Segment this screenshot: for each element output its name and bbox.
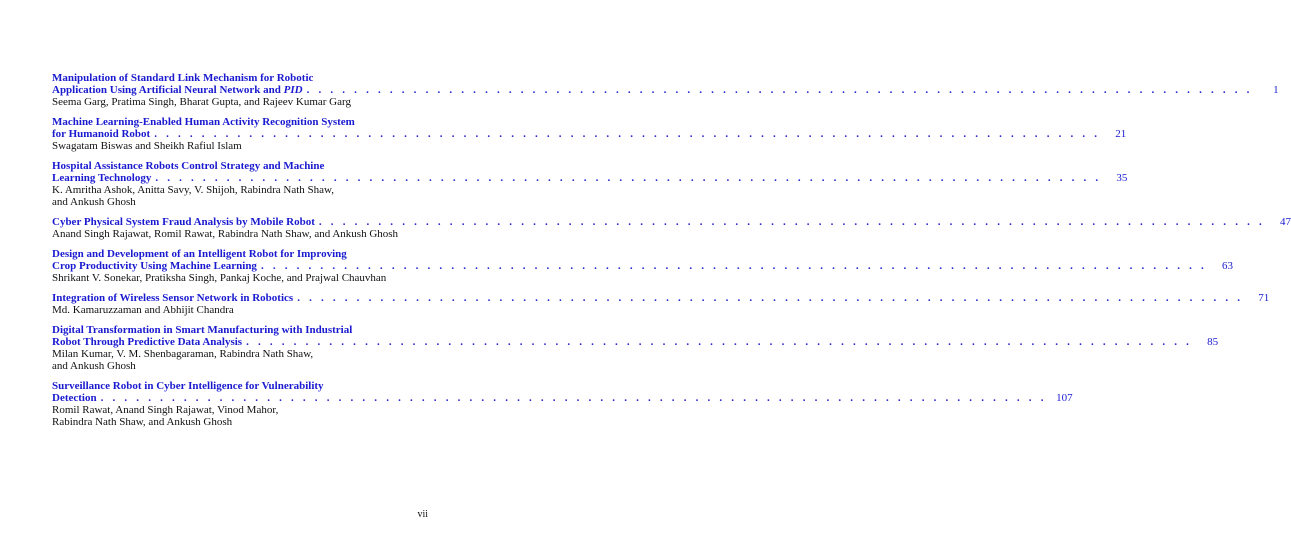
chapter-authors: Seema Garg, Pratima Singh, Bharat Gupta, and Rajeev Kumar Garg [52, 96, 351, 108]
chapter-title-plain[interactable]: Detection [52, 392, 97, 404]
leader-dots: . . . . . . . . . . . . . . . . . . . . . . . . . . . . . . . . . . . . . . . . . . . . . . . . . . . . . . . . . . . . . . . . . . . . . . . . . . . . . . . . [318, 216, 1265, 228]
chapter-title-plain[interactable]: Integration of Wireless Sensor Network in Robotics [52, 292, 294, 304]
toc-entry[interactable] [52, 160, 1128, 208]
chapter-authors: Romil Rawat, Anand Singh Rajawat, Vinod Mahor, [52, 404, 279, 416]
leader-dots: . . . . . . . . . . . . . . . . . . . . . . . . . . . . . . . . . . . . . . . . . . . . . . . . . . . . . . . . . . . . . . . . . . . . . . . . . . . . . . . . [155, 172, 1102, 184]
chapter-page-number[interactable]: 107 [1056, 392, 1073, 404]
leader-dots: . . . . . . . . . . . . . . . . . . . . . . . . . . . . . . . . . . . . . . . . . . . . . . . . . . . . . . . . . . . . . . . . . . . . . . . . . . . . . . . . [260, 260, 1207, 272]
leader-dots: . . . . . . . . . . . . . . . . . . . . . . . . . . . . . . . . . . . . . . . . . . . . . . . . . . . . . . . . . . . . . . . . . . . . . . . . . . . . . . . . [154, 128, 1101, 140]
chapter-page-number[interactable]: 71 [1258, 292, 1270, 304]
chapter-authors: Swagatam Biswas and Sheikh Rafiul Islam [52, 140, 242, 152]
chapter-title-line[interactable]: Design and Development of an Intelligent Robot for Improving [52, 248, 347, 260]
toc-entry[interactable] [52, 380, 1073, 428]
table-of-contents [52, 72, 1291, 436]
chapter-authors: and Ankush Ghosh [52, 360, 136, 372]
chapter-page-number[interactable]: 63 [1222, 260, 1233, 272]
chapter-authors: Milan Kumar, V. M. Shenbagaraman, Rabindra Nath Shaw, [52, 348, 314, 360]
chapter-title-last-line[interactable] [52, 260, 1233, 272]
chapter-page-number[interactable]: 1 [1273, 84, 1279, 96]
chapter-page-number[interactable]: 21 [1115, 128, 1127, 140]
chapter-title-last-line[interactable] [52, 128, 1127, 140]
toc-entry[interactable] [52, 216, 1291, 240]
chapter-title-last-line[interactable] [52, 216, 1291, 228]
chapter-title-plain[interactable]: Robot Through Predictive Data Analysis [52, 336, 243, 348]
chapter-title-last-line[interactable] [52, 336, 1219, 348]
chapter-authors: Rabindra Nath Shaw, and Ankush Ghosh [52, 416, 233, 428]
chapter-authors: Md. Kamaruzzaman and Abhijit Chandra [52, 304, 234, 316]
chapter-title-plain[interactable]: Learning Technology [52, 172, 152, 184]
toc-entry[interactable] [52, 248, 1233, 284]
chapter-title-text[interactable] [52, 292, 293, 304]
toc-entry[interactable] [52, 292, 1270, 316]
chapter-title-text[interactable] [52, 260, 257, 272]
chapter-title-text[interactable] [52, 172, 151, 184]
toc-entry[interactable] [52, 324, 1219, 372]
toc-entry[interactable] [52, 116, 1127, 152]
chapter-title-last-line[interactable] [52, 84, 1279, 96]
chapter-title-last-line[interactable] [52, 392, 1073, 404]
chapter-title-line[interactable]: Surveillance Robot in Cyber Intelligence for Vulnerability [52, 380, 324, 392]
chapter-authors: and Ankush Ghosh [52, 196, 136, 208]
leader-dots: . . . . . . . . . . . . . . . . . . . . . . . . . . . . . . . . . . . . . . . . . . . . . . . . . . . . . . . . . . . . . . . . . . . . . . . . . . . . . . . . [306, 84, 1253, 96]
chapter-title-line[interactable]: Hospital Assistance Robots Control Strategy and Machine [52, 160, 325, 172]
chapter-title-plain[interactable]: for Humanoid Robot [52, 128, 151, 140]
chapter-title-line[interactable]: Machine Learning-Enabled Human Activity Recognition System [52, 116, 355, 128]
chapter-title-last-line[interactable] [52, 172, 1128, 184]
chapter-page-number[interactable]: 35 [1116, 172, 1128, 184]
leader-dots: . . . . . . . . . . . . . . . . . . . . . . . . . . . . . . . . . . . . . . . . . . . . . . . . . . . . . . . . . . . . . . . . . . . . . . . . . . . . . . . . [100, 392, 1047, 404]
chapter-page-number[interactable]: 85 [1207, 336, 1219, 348]
chapter-title-text[interactable] [52, 216, 315, 228]
chapter-title-last-line[interactable] [52, 292, 1270, 304]
leader-dots: . . . . . . . . . . . . . . . . . . . . . . . . . . . . . . . . . . . . . . . . . . . . . . . . . . . . . . . . . . . . . . . . . . . . . . . . . . . . . . . . [297, 292, 1244, 304]
chapter-title-text[interactable] [52, 128, 150, 140]
chapter-authors: Shrikant V. Sonekar, Pratiksha Singh, Pankaj Koche, and Prajwal Chauvhan [52, 272, 387, 284]
chapter-title-text[interactable] [52, 392, 97, 404]
chapter-authors: Anand Singh Rajawat, Romil Rawat, Rabindra Nath Shaw, and Ankush Ghosh [52, 228, 399, 240]
chapter-page-number[interactable]: 47 [1279, 216, 1291, 228]
chapter-title-plain[interactable]: Cyber Physical System Fraud Analysis by Mobile Robot [52, 216, 315, 228]
chapter-title-line[interactable]: Digital Transformation in Smart Manufacturing with Industrial [52, 324, 353, 336]
chapter-title-plain[interactable]: Crop Productivity Using Machine Learning [52, 260, 257, 272]
chapter-title-plain[interactable]: Application Using Artificial Neural Network and [52, 84, 284, 96]
chapter-title-line[interactable]: Manipulation of Standard Link Mechanism for Robotic [52, 72, 314, 84]
toc-entry[interactable] [52, 72, 1279, 108]
chapter-title-text[interactable] [52, 84, 303, 96]
chapter-authors: K. Amritha Ashok, Anitta Savy, V. Shijoh, Rabindra Nath Shaw, [52, 184, 335, 196]
chapter-title-text[interactable] [52, 336, 242, 348]
leader-dots: . . . . . . . . . . . . . . . . . . . . . . . . . . . . . . . . . . . . . . . . . . . . . . . . . . . . . . . . . . . . . . . . . . . . . . . . . . . . . . . . [246, 336, 1193, 348]
chapter-title-italic[interactable]: PID [283, 84, 303, 96]
page-number: vii [417, 509, 428, 520]
